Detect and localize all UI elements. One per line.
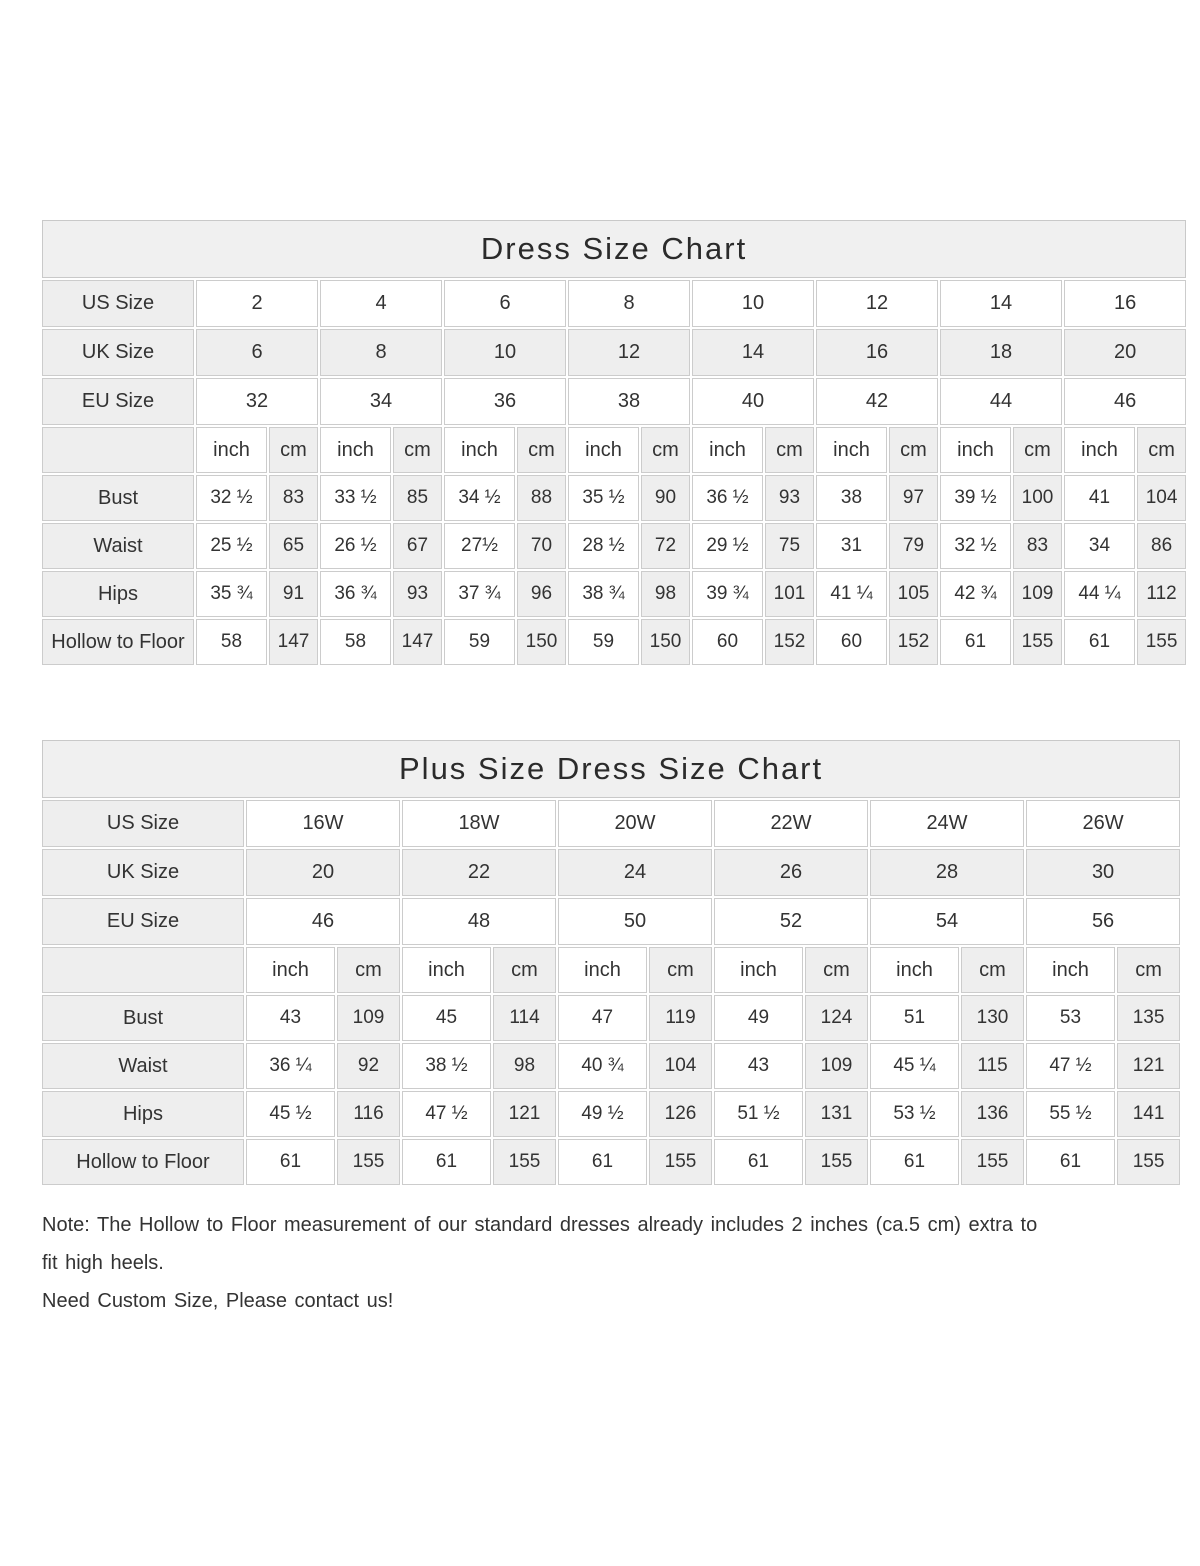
cm-value-cell: 101 <box>765 571 814 617</box>
size-cell: 20 <box>1064 329 1186 376</box>
unit-cm-header: cm <box>961 947 1024 993</box>
inch-value-cell: 35 ½ <box>568 475 639 521</box>
inch-value-cell: 55 ½ <box>1026 1091 1115 1137</box>
size-row <box>42 800 1180 847</box>
unit-cm-header: cm <box>649 947 712 993</box>
cm-value-cell: 86 <box>1137 523 1186 569</box>
inch-value-cell: 49 ½ <box>558 1091 647 1137</box>
inch-value-cell: 45 ½ <box>246 1091 335 1137</box>
inch-value-cell: 47 <box>558 995 647 1041</box>
cm-value-cell: 150 <box>517 619 566 665</box>
size-cell: 44 <box>940 378 1062 425</box>
measurement-row <box>42 1091 1180 1137</box>
unit-cm-header: cm <box>889 427 938 473</box>
inch-value-cell: 61 <box>1064 619 1135 665</box>
unit-inch-header: inch <box>568 427 639 473</box>
inch-value-cell: 39 ¾ <box>692 571 763 617</box>
inch-value-cell: 35 ¾ <box>196 571 267 617</box>
size-cell: 20W <box>558 800 712 847</box>
inch-value-cell: 36 ½ <box>692 475 763 521</box>
cm-value-cell: 96 <box>517 571 566 617</box>
cm-value-cell: 90 <box>641 475 690 521</box>
cm-value-cell: 88 <box>517 475 566 521</box>
note-text <box>42 1206 1172 1320</box>
inch-value-cell: 47 ½ <box>1026 1043 1115 1089</box>
size-cell: 38 <box>568 378 690 425</box>
inch-value-cell: 38 ½ <box>402 1043 491 1089</box>
inch-value-cell: 61 <box>870 1139 959 1185</box>
cm-value-cell: 104 <box>1137 475 1186 521</box>
cm-value-cell: 119 <box>649 995 712 1041</box>
row-label: Hollow to Floor <box>42 1139 244 1185</box>
unit-cm-header: cm <box>805 947 868 993</box>
inch-value-cell: 26 ½ <box>320 523 391 569</box>
inch-value-cell: 31 <box>816 523 887 569</box>
size-cell: 18 <box>940 329 1062 376</box>
note-line: Need Custom Size, Please contact us! <box>42 1290 394 1312</box>
row-label: UK Size <box>42 849 244 896</box>
inch-value-cell: 36 ¾ <box>320 571 391 617</box>
size-cell: 22 <box>402 849 556 896</box>
cm-value-cell: 135 <box>1117 995 1180 1041</box>
cm-value-cell: 114 <box>493 995 556 1041</box>
unit-cm-header: cm <box>1117 947 1180 993</box>
inch-value-cell: 32 ½ <box>940 523 1011 569</box>
row-label: EU Size <box>42 898 244 945</box>
cm-value-cell: 155 <box>493 1139 556 1185</box>
cm-value-cell: 109 <box>337 995 400 1041</box>
cm-value-cell: 109 <box>1013 571 1062 617</box>
unit-inch-header: inch <box>402 947 491 993</box>
cm-value-cell: 92 <box>337 1043 400 1089</box>
inch-value-cell: 53 <box>1026 995 1115 1041</box>
cm-value-cell: 136 <box>961 1091 1024 1137</box>
unit-cm-header: cm <box>765 427 814 473</box>
cm-value-cell: 98 <box>493 1043 556 1089</box>
cm-value-cell: 126 <box>649 1091 712 1137</box>
inch-value-cell: 61 <box>940 619 1011 665</box>
cm-value-cell: 98 <box>641 571 690 617</box>
table-title: Dress Size Chart <box>42 220 1186 278</box>
unit-corner-cell <box>42 427 194 473</box>
measurement-row <box>42 619 1186 665</box>
row-label: Waist <box>42 523 194 569</box>
inch-value-cell: 27½ <box>444 523 515 569</box>
inch-value-cell: 32 ½ <box>196 475 267 521</box>
size-cell: 42 <box>816 378 938 425</box>
cm-value-cell: 104 <box>649 1043 712 1089</box>
inch-value-cell: 61 <box>558 1139 647 1185</box>
size-cell: 10 <box>692 280 814 327</box>
size-cell: 48 <box>402 898 556 945</box>
cm-value-cell: 155 <box>805 1139 868 1185</box>
inch-value-cell: 60 <box>816 619 887 665</box>
size-cell: 26W <box>1026 800 1180 847</box>
measurement-row <box>42 571 1186 617</box>
inch-value-cell: 41 ¼ <box>816 571 887 617</box>
cm-value-cell: 155 <box>1013 619 1062 665</box>
inch-value-cell: 51 <box>870 995 959 1041</box>
inch-value-cell: 59 <box>444 619 515 665</box>
unit-inch-header: inch <box>870 947 959 993</box>
measurement-row <box>42 1043 1180 1089</box>
size-cell: 2 <box>196 280 318 327</box>
unit-cm-header: cm <box>493 947 556 993</box>
size-cell: 20 <box>246 849 400 896</box>
row-label: Hips <box>42 571 194 617</box>
size-cell: 6 <box>196 329 318 376</box>
cm-value-cell: 152 <box>889 619 938 665</box>
size-cell: 10 <box>444 329 566 376</box>
unit-inch-header: inch <box>714 947 803 993</box>
inch-value-cell: 61 <box>246 1139 335 1185</box>
size-cell: 30 <box>1026 849 1180 896</box>
unit-inch-header: inch <box>444 427 515 473</box>
cm-value-cell: 116 <box>337 1091 400 1137</box>
cm-value-cell: 65 <box>269 523 318 569</box>
cm-value-cell: 147 <box>393 619 442 665</box>
size-cell: 46 <box>1064 378 1186 425</box>
cm-value-cell: 121 <box>1117 1043 1180 1089</box>
cm-value-cell: 131 <box>805 1091 868 1137</box>
cm-value-cell: 83 <box>269 475 318 521</box>
size-cell: 12 <box>816 280 938 327</box>
row-label: Hips <box>42 1091 244 1137</box>
row-label: Waist <box>42 1043 244 1089</box>
inch-value-cell: 61 <box>714 1139 803 1185</box>
unit-inch-header: inch <box>246 947 335 993</box>
dress-size-chart-table <box>40 218 1188 667</box>
size-cell: 8 <box>320 329 442 376</box>
inch-value-cell: 51 ½ <box>714 1091 803 1137</box>
row-label: EU Size <box>42 378 194 425</box>
cm-value-cell: 100 <box>1013 475 1062 521</box>
cm-value-cell: 70 <box>517 523 566 569</box>
measurement-row <box>42 995 1180 1041</box>
unit-cm-header: cm <box>1137 427 1186 473</box>
size-cell: 16 <box>1064 280 1186 327</box>
inch-value-cell: 58 <box>320 619 391 665</box>
cm-value-cell: 97 <box>889 475 938 521</box>
cm-value-cell: 124 <box>805 995 868 1041</box>
cm-value-cell: 109 <box>805 1043 868 1089</box>
size-cell: 22W <box>714 800 868 847</box>
size-cell: 50 <box>558 898 712 945</box>
inch-value-cell: 59 <box>568 619 639 665</box>
inch-value-cell: 36 ¼ <box>246 1043 335 1089</box>
unit-cm-header: cm <box>393 427 442 473</box>
cm-value-cell: 115 <box>961 1043 1024 1089</box>
inch-value-cell: 25 ½ <box>196 523 267 569</box>
cm-value-cell: 85 <box>393 475 442 521</box>
unit-inch-header: inch <box>816 427 887 473</box>
inch-value-cell: 45 ¼ <box>870 1043 959 1089</box>
cm-value-cell: 83 <box>1013 523 1062 569</box>
size-cell: 34 <box>320 378 442 425</box>
inch-value-cell: 33 ½ <box>320 475 391 521</box>
cm-value-cell: 75 <box>765 523 814 569</box>
unit-cm-header: cm <box>269 427 318 473</box>
cm-value-cell: 155 <box>961 1139 1024 1185</box>
size-cell: 54 <box>870 898 1024 945</box>
cm-value-cell: 155 <box>1137 619 1186 665</box>
size-row <box>42 378 1186 425</box>
size-cell: 40 <box>692 378 814 425</box>
unit-cm-header: cm <box>517 427 566 473</box>
inch-value-cell: 43 <box>246 995 335 1041</box>
inch-value-cell: 34 <box>1064 523 1135 569</box>
row-label: Hollow to Floor <box>42 619 194 665</box>
size-cell: 46 <box>246 898 400 945</box>
inch-value-cell: 44 ¼ <box>1064 571 1135 617</box>
cm-value-cell: 155 <box>649 1139 712 1185</box>
inch-value-cell: 61 <box>402 1139 491 1185</box>
size-cell: 36 <box>444 378 566 425</box>
inch-value-cell: 40 ¾ <box>558 1043 647 1089</box>
inch-value-cell: 60 <box>692 619 763 665</box>
measurement-row <box>42 523 1186 569</box>
row-label: Bust <box>42 995 244 1041</box>
cm-value-cell: 150 <box>641 619 690 665</box>
unit-inch-header: inch <box>558 947 647 993</box>
inch-value-cell: 42 ¾ <box>940 571 1011 617</box>
size-row <box>42 898 1180 945</box>
size-row <box>42 329 1186 376</box>
inch-value-cell: 53 ½ <box>870 1091 959 1137</box>
cm-value-cell: 105 <box>889 571 938 617</box>
unit-inch-header: inch <box>1064 427 1135 473</box>
inch-value-cell: 37 ¾ <box>444 571 515 617</box>
size-cell: 32 <box>196 378 318 425</box>
size-cell: 12 <box>568 329 690 376</box>
inch-value-cell: 49 <box>714 995 803 1041</box>
size-cell: 16W <box>246 800 400 847</box>
size-cell: 24W <box>870 800 1024 847</box>
unit-inch-header: inch <box>692 427 763 473</box>
cm-value-cell: 155 <box>1117 1139 1180 1185</box>
size-cell: 18W <box>402 800 556 847</box>
size-cell: 8 <box>568 280 690 327</box>
unit-inch-header: inch <box>320 427 391 473</box>
cm-value-cell: 67 <box>393 523 442 569</box>
inch-value-cell: 34 ½ <box>444 475 515 521</box>
plus-size-dress-size-chart-table <box>40 738 1182 1187</box>
inch-value-cell: 39 ½ <box>940 475 1011 521</box>
size-row <box>42 849 1180 896</box>
cm-value-cell: 93 <box>765 475 814 521</box>
row-label: US Size <box>42 800 244 847</box>
size-cell: 4 <box>320 280 442 327</box>
row-label: US Size <box>42 280 194 327</box>
size-cell: 26 <box>714 849 868 896</box>
measurement-row <box>42 1139 1180 1185</box>
inch-value-cell: 38 <box>816 475 887 521</box>
note-line: Note: The Hollow to Floor measurement of our standard dresses already includes 2 inches (ca.5 cm) extra to <box>42 1214 1038 1236</box>
unit-corner-cell <box>42 947 244 993</box>
unit-inch-header: inch <box>940 427 1011 473</box>
inch-value-cell: 61 <box>1026 1139 1115 1185</box>
cm-value-cell: 121 <box>493 1091 556 1137</box>
cm-value-cell: 141 <box>1117 1091 1180 1137</box>
cm-value-cell: 91 <box>269 571 318 617</box>
size-cell: 16 <box>816 329 938 376</box>
cm-value-cell: 79 <box>889 523 938 569</box>
size-cell: 14 <box>940 280 1062 327</box>
unit-header-row <box>42 947 1180 993</box>
unit-inch-header: inch <box>1026 947 1115 993</box>
unit-cm-header: cm <box>1013 427 1062 473</box>
measurement-row <box>42 475 1186 521</box>
note-line: fit high heels. <box>42 1252 164 1274</box>
inch-value-cell: 45 <box>402 995 491 1041</box>
size-row <box>42 280 1186 327</box>
inch-value-cell: 47 ½ <box>402 1091 491 1137</box>
size-cell: 14 <box>692 329 814 376</box>
size-cell: 24 <box>558 849 712 896</box>
table-title: Plus Size Dress Size Chart <box>42 740 1180 798</box>
unit-header-row <box>42 427 1186 473</box>
unit-inch-header: inch <box>196 427 267 473</box>
cm-value-cell: 93 <box>393 571 442 617</box>
size-cell: 6 <box>444 280 566 327</box>
inch-value-cell: 58 <box>196 619 267 665</box>
row-label: UK Size <box>42 329 194 376</box>
cm-value-cell: 130 <box>961 995 1024 1041</box>
cm-value-cell: 152 <box>765 619 814 665</box>
size-cell: 52 <box>714 898 868 945</box>
inch-value-cell: 29 ½ <box>692 523 763 569</box>
cm-value-cell: 72 <box>641 523 690 569</box>
cm-value-cell: 155 <box>337 1139 400 1185</box>
inch-value-cell: 41 <box>1064 475 1135 521</box>
size-cell: 28 <box>870 849 1024 896</box>
row-label: Bust <box>42 475 194 521</box>
cm-value-cell: 112 <box>1137 571 1186 617</box>
inch-value-cell: 38 ¾ <box>568 571 639 617</box>
unit-cm-header: cm <box>641 427 690 473</box>
inch-value-cell: 43 <box>714 1043 803 1089</box>
cm-value-cell: 147 <box>269 619 318 665</box>
unit-cm-header: cm <box>337 947 400 993</box>
size-cell: 56 <box>1026 898 1180 945</box>
inch-value-cell: 28 ½ <box>568 523 639 569</box>
